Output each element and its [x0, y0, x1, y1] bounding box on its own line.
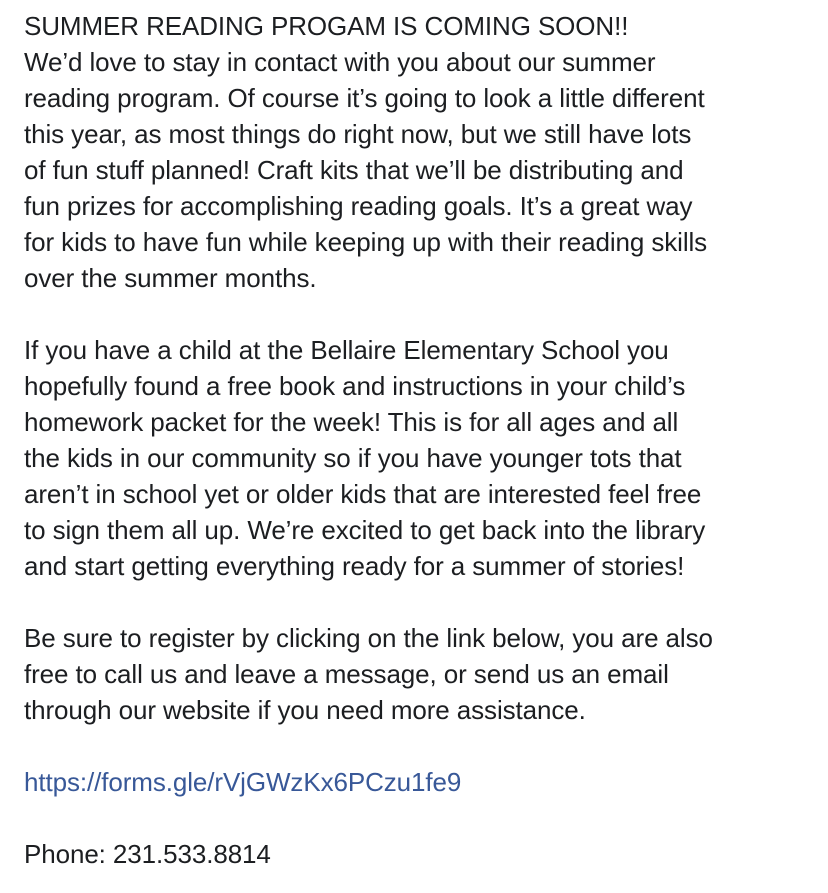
- text-line: If you have a child at the Bellaire Elementary School you: [24, 335, 669, 365]
- paragraph-spacer: [24, 584, 820, 620]
- text-line: free to call us and leave a message, or send us an email: [24, 659, 669, 689]
- paragraph-announcement: [24, 8, 820, 296]
- text-line: and start getting everything ready for a summer of stories!: [24, 551, 685, 581]
- text-line: hopefully found a free book and instructions in your child’s: [24, 371, 686, 401]
- paragraph-spacer: [24, 800, 820, 836]
- text-line: the kids in our community so if you have younger tots that: [24, 443, 682, 473]
- post-body: [24, 8, 820, 872]
- text-line: of fun stuff planned! Craft kits that we’ll be distributing and: [24, 155, 684, 185]
- registration-form-link[interactable]: https://forms.gle/rVjGWzKx6PCzu1fe9: [24, 767, 462, 797]
- phone-number: Phone: 231.533.8814: [24, 839, 271, 869]
- text-line: this year, as most things do right now, but we still have lots: [24, 119, 692, 149]
- paragraph-school-info: [24, 332, 820, 584]
- text-line: fun prizes for accomplishing reading goals. It’s a great way: [24, 191, 693, 221]
- registration-link-line: [24, 764, 820, 800]
- paragraph-register: [24, 620, 820, 728]
- text-line: homework packet for the week! This is for all ages and all: [24, 407, 679, 437]
- text-line: Be sure to register by clicking on the link below, you are also: [24, 623, 713, 653]
- announcement-headline: SUMMER READING PROGAM IS COMING SOON!!: [24, 11, 629, 41]
- text-line: aren’t in school yet or older kids that are interested feel free: [24, 479, 702, 509]
- text-line: over the summer months.: [24, 263, 317, 293]
- text-line: for kids to have fun while keeping up with their reading skills: [24, 227, 708, 257]
- paragraph-spacer: [24, 296, 820, 332]
- text-line: We’d love to stay in contact with you about our summer: [24, 47, 656, 77]
- text-line: reading program. Of course it’s going to look a little different: [24, 83, 705, 113]
- text-line: to sign them all up. We’re excited to get back into the library: [24, 515, 706, 545]
- paragraph-spacer: [24, 728, 820, 764]
- text-line: through our website if you need more assistance.: [24, 695, 586, 725]
